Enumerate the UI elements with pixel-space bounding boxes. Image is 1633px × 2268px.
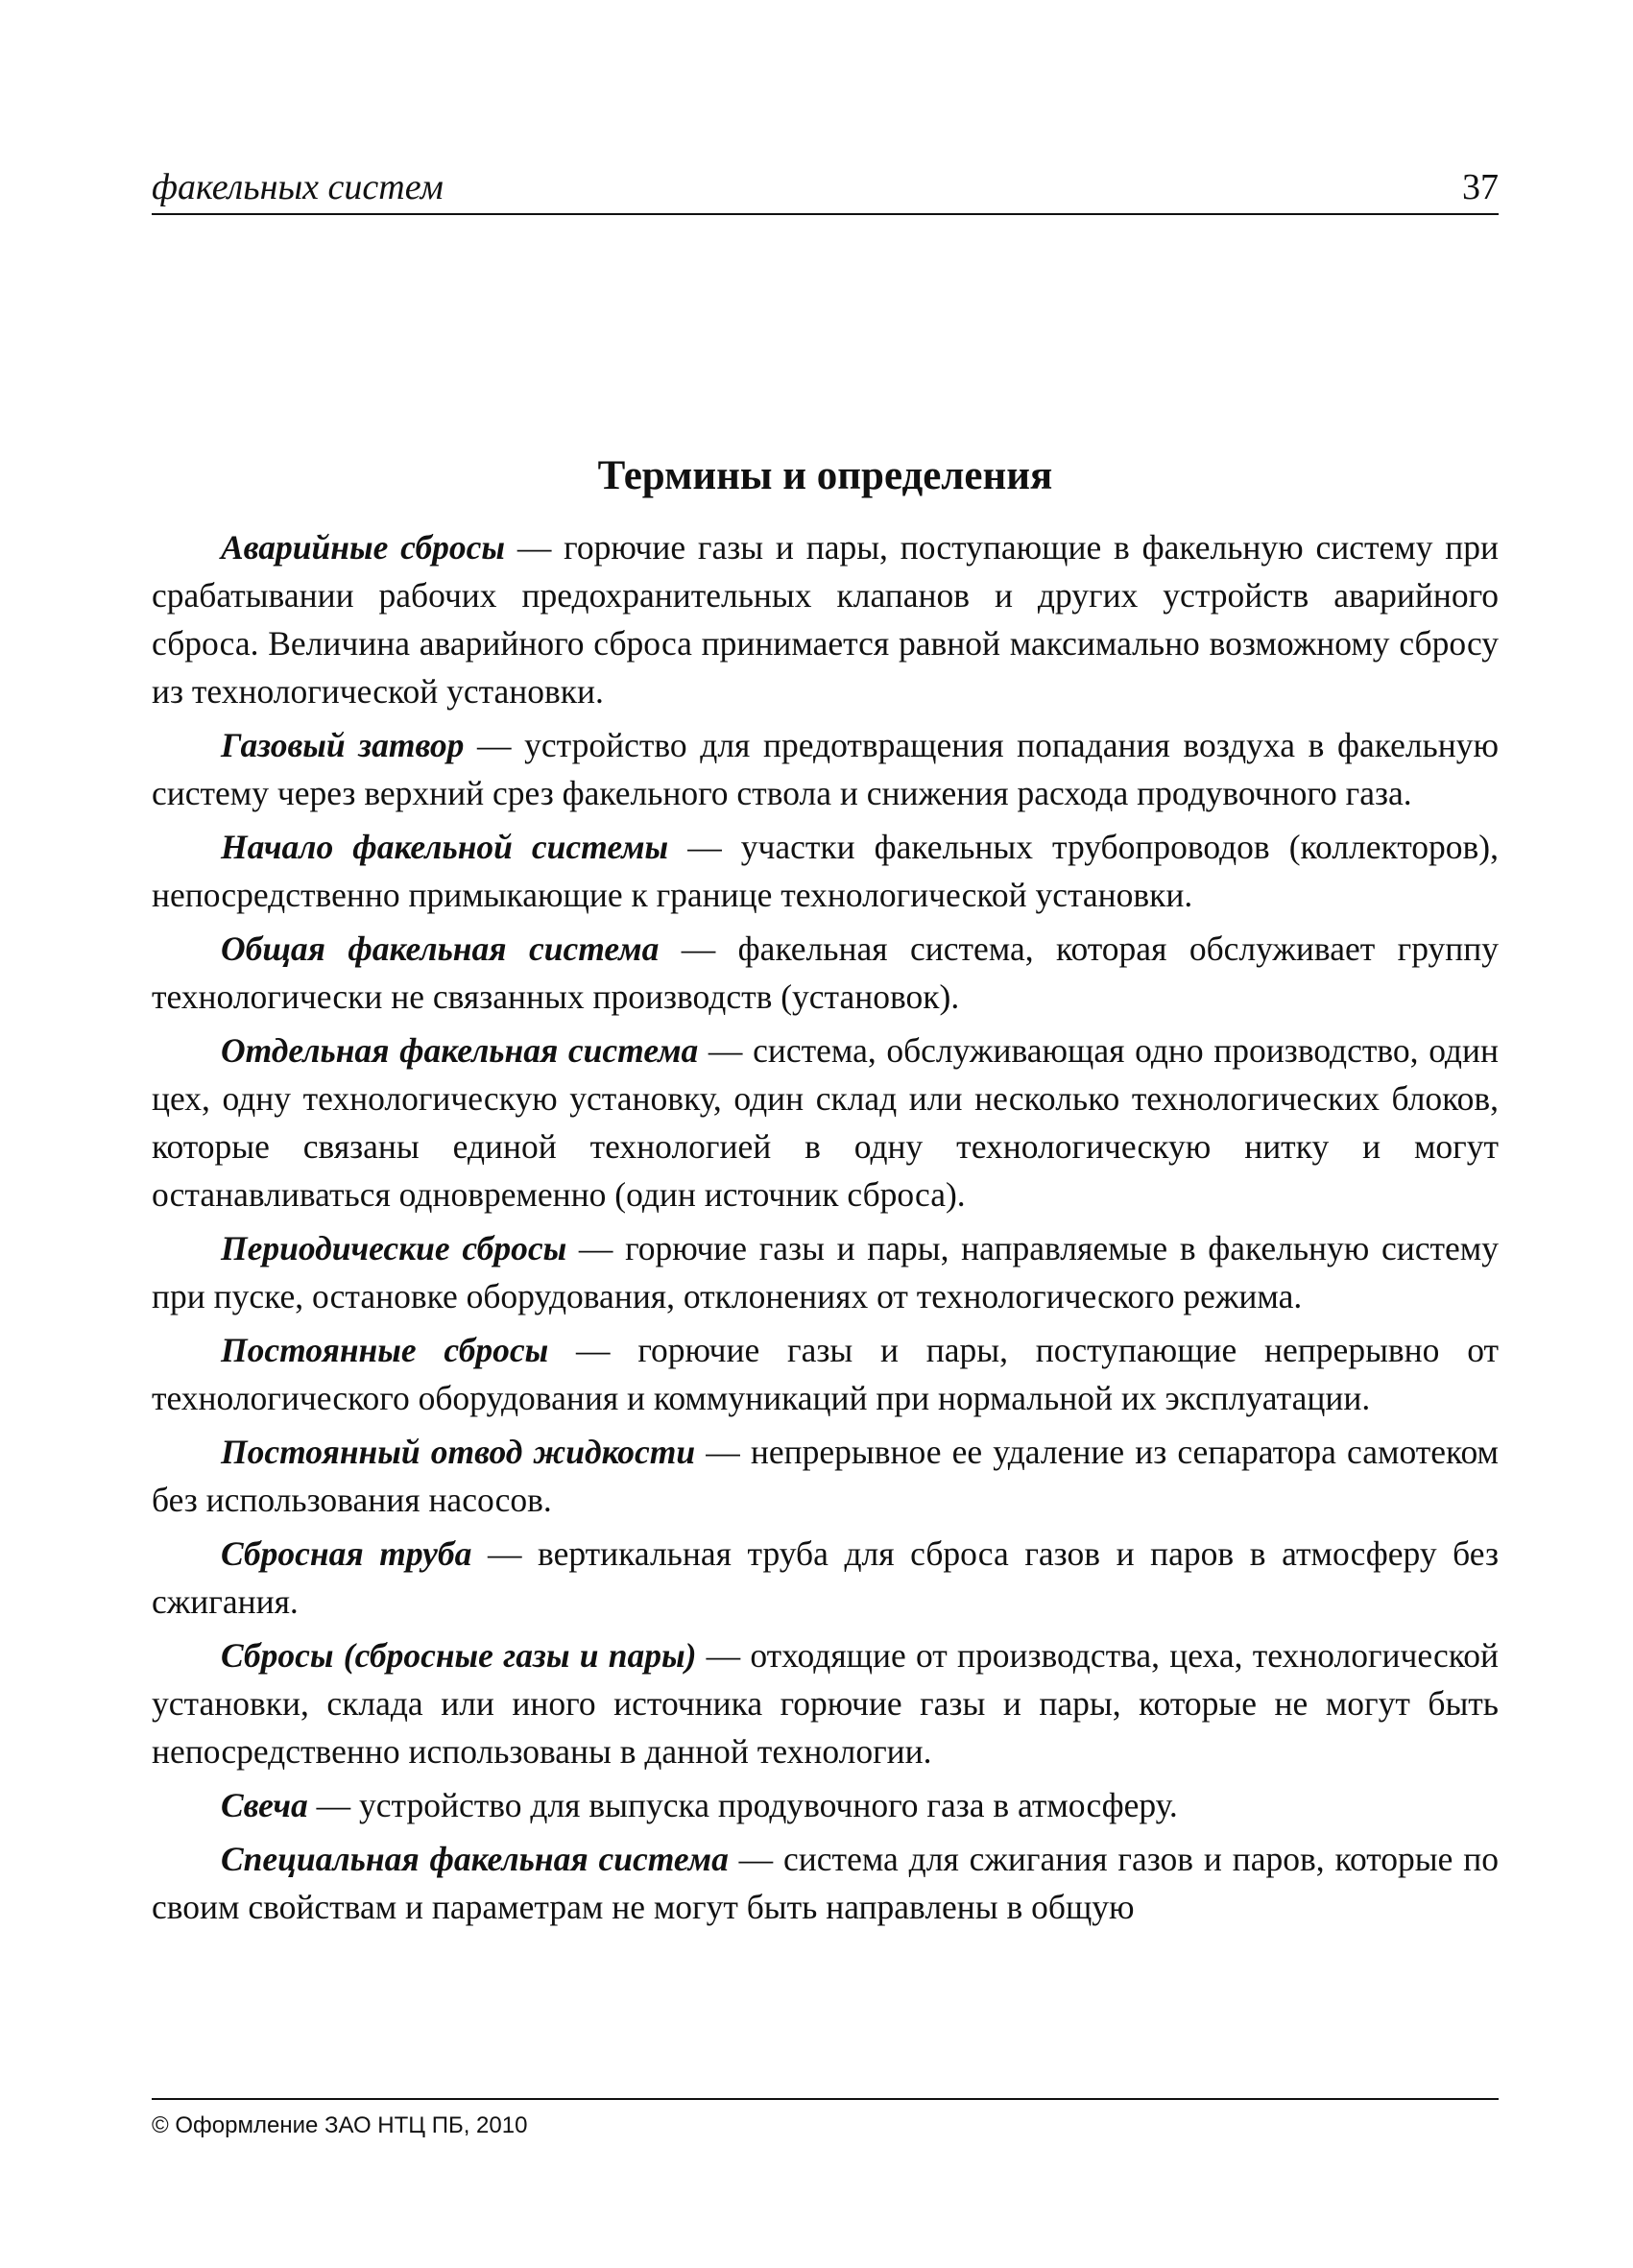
term-name: Свеча [221,1786,308,1824]
copyright-notice: © Оформление ЗАО НТЦ ПБ, 2010 [152,2112,528,2138]
term-definition: — устройство для предотвращения попадания воздуха в факельную систему через верхний срез факельного ствола и снижения расхода продувочного газа. [152,726,1500,812]
term-entry [152,925,1499,1021]
term-entry [152,1631,1499,1775]
term-entry [152,1224,1499,1320]
term-entry [152,1428,1499,1524]
page-header [152,154,1499,215]
term-entry [152,523,1499,715]
term-name: Постоянный отвод жидкости [221,1433,696,1471]
term-entry [152,1530,1499,1626]
term-name: Начало факельной системы [221,828,669,866]
page-footer [152,2098,1499,2140]
term-name: Периодические сбросы [221,1229,567,1267]
term-definition: — горючие газы и пары, поступающие непрерывно от технологического оборудования и коммуникаций при нормальной их эксплуатации. [152,1331,1499,1417]
term-name: Отдельная факельная система [221,1031,699,1070]
term-entry [152,1026,1499,1218]
term-definition: — горючие газы и пары, поступающие в факельную систему при срабатывании рабочих предохранительных клапанов и других устройств аварийного сброса. Величина аварийного сброса принимается равной максимально возможному сбросу из технологической установки. [152,528,1500,711]
term-definition: — система для сжигания газов и паров, которые по своим свойствам и параметрам не могут быть направлены в общую [152,1840,1500,1926]
term-definition: — участки факельных трубопроводов (коллекторов), непосредственно примыкающие к границе технологической установки. [152,828,1499,914]
term-name: Специальная факельная система [221,1840,729,1878]
term-name: Газовый затвор [221,726,465,764]
term-name: Сбросная труба [221,1534,472,1573]
term-name: Общая факельная система [221,929,660,968]
term-definition: — устройство для выпуска продувочного газа в атмосферу. [307,1786,1178,1824]
section-title: Термины и определения [597,453,1053,498]
terms-list [152,523,1499,1937]
running-title: факельных систем [152,167,444,207]
term-entry [152,823,1499,919]
term-name: Постоянные сбросы [221,1331,549,1369]
term-definition: — система, обслуживающая одно производство, один цех, одну технологическую установку, один склад или несколько технологических блоков, которые связаны единой технологией в одну технологическую нитку и могут останавливаться одновременно (один источник сброса). [152,1031,1499,1214]
term-entry [152,1326,1499,1422]
term-definition: — вертикальная труба для сброса газов и паров в атмосферу без сжигания. [152,1534,1499,1621]
term-name: Сбросы (сбросные газы и пары) [221,1636,697,1675]
term-definition: — отходящие от производства, цеха, технологической установки, склада или иного источника горючие газы и пары, которые не могут быть непосредственно использованы в данной технологии. [152,1636,1499,1771]
term-definition: — непрерывное ее удаление из сепаратора самотеком без использования насосов. [152,1433,1499,1519]
term-entry [152,1781,1499,1829]
term-definition: — горючие газы и пары, направляемые в факельную систему при пуске, остановке оборудования, отклонениях от технологического режима. [152,1229,1499,1315]
term-definition: — факельная система, которая обслуживает группу технологически не связанных производств (установок). [152,929,1499,1016]
term-name: Аварийные сбросы [221,528,506,567]
term-entry [152,1835,1499,1931]
page-number: 37 [1462,167,1499,207]
term-entry [152,721,1499,817]
